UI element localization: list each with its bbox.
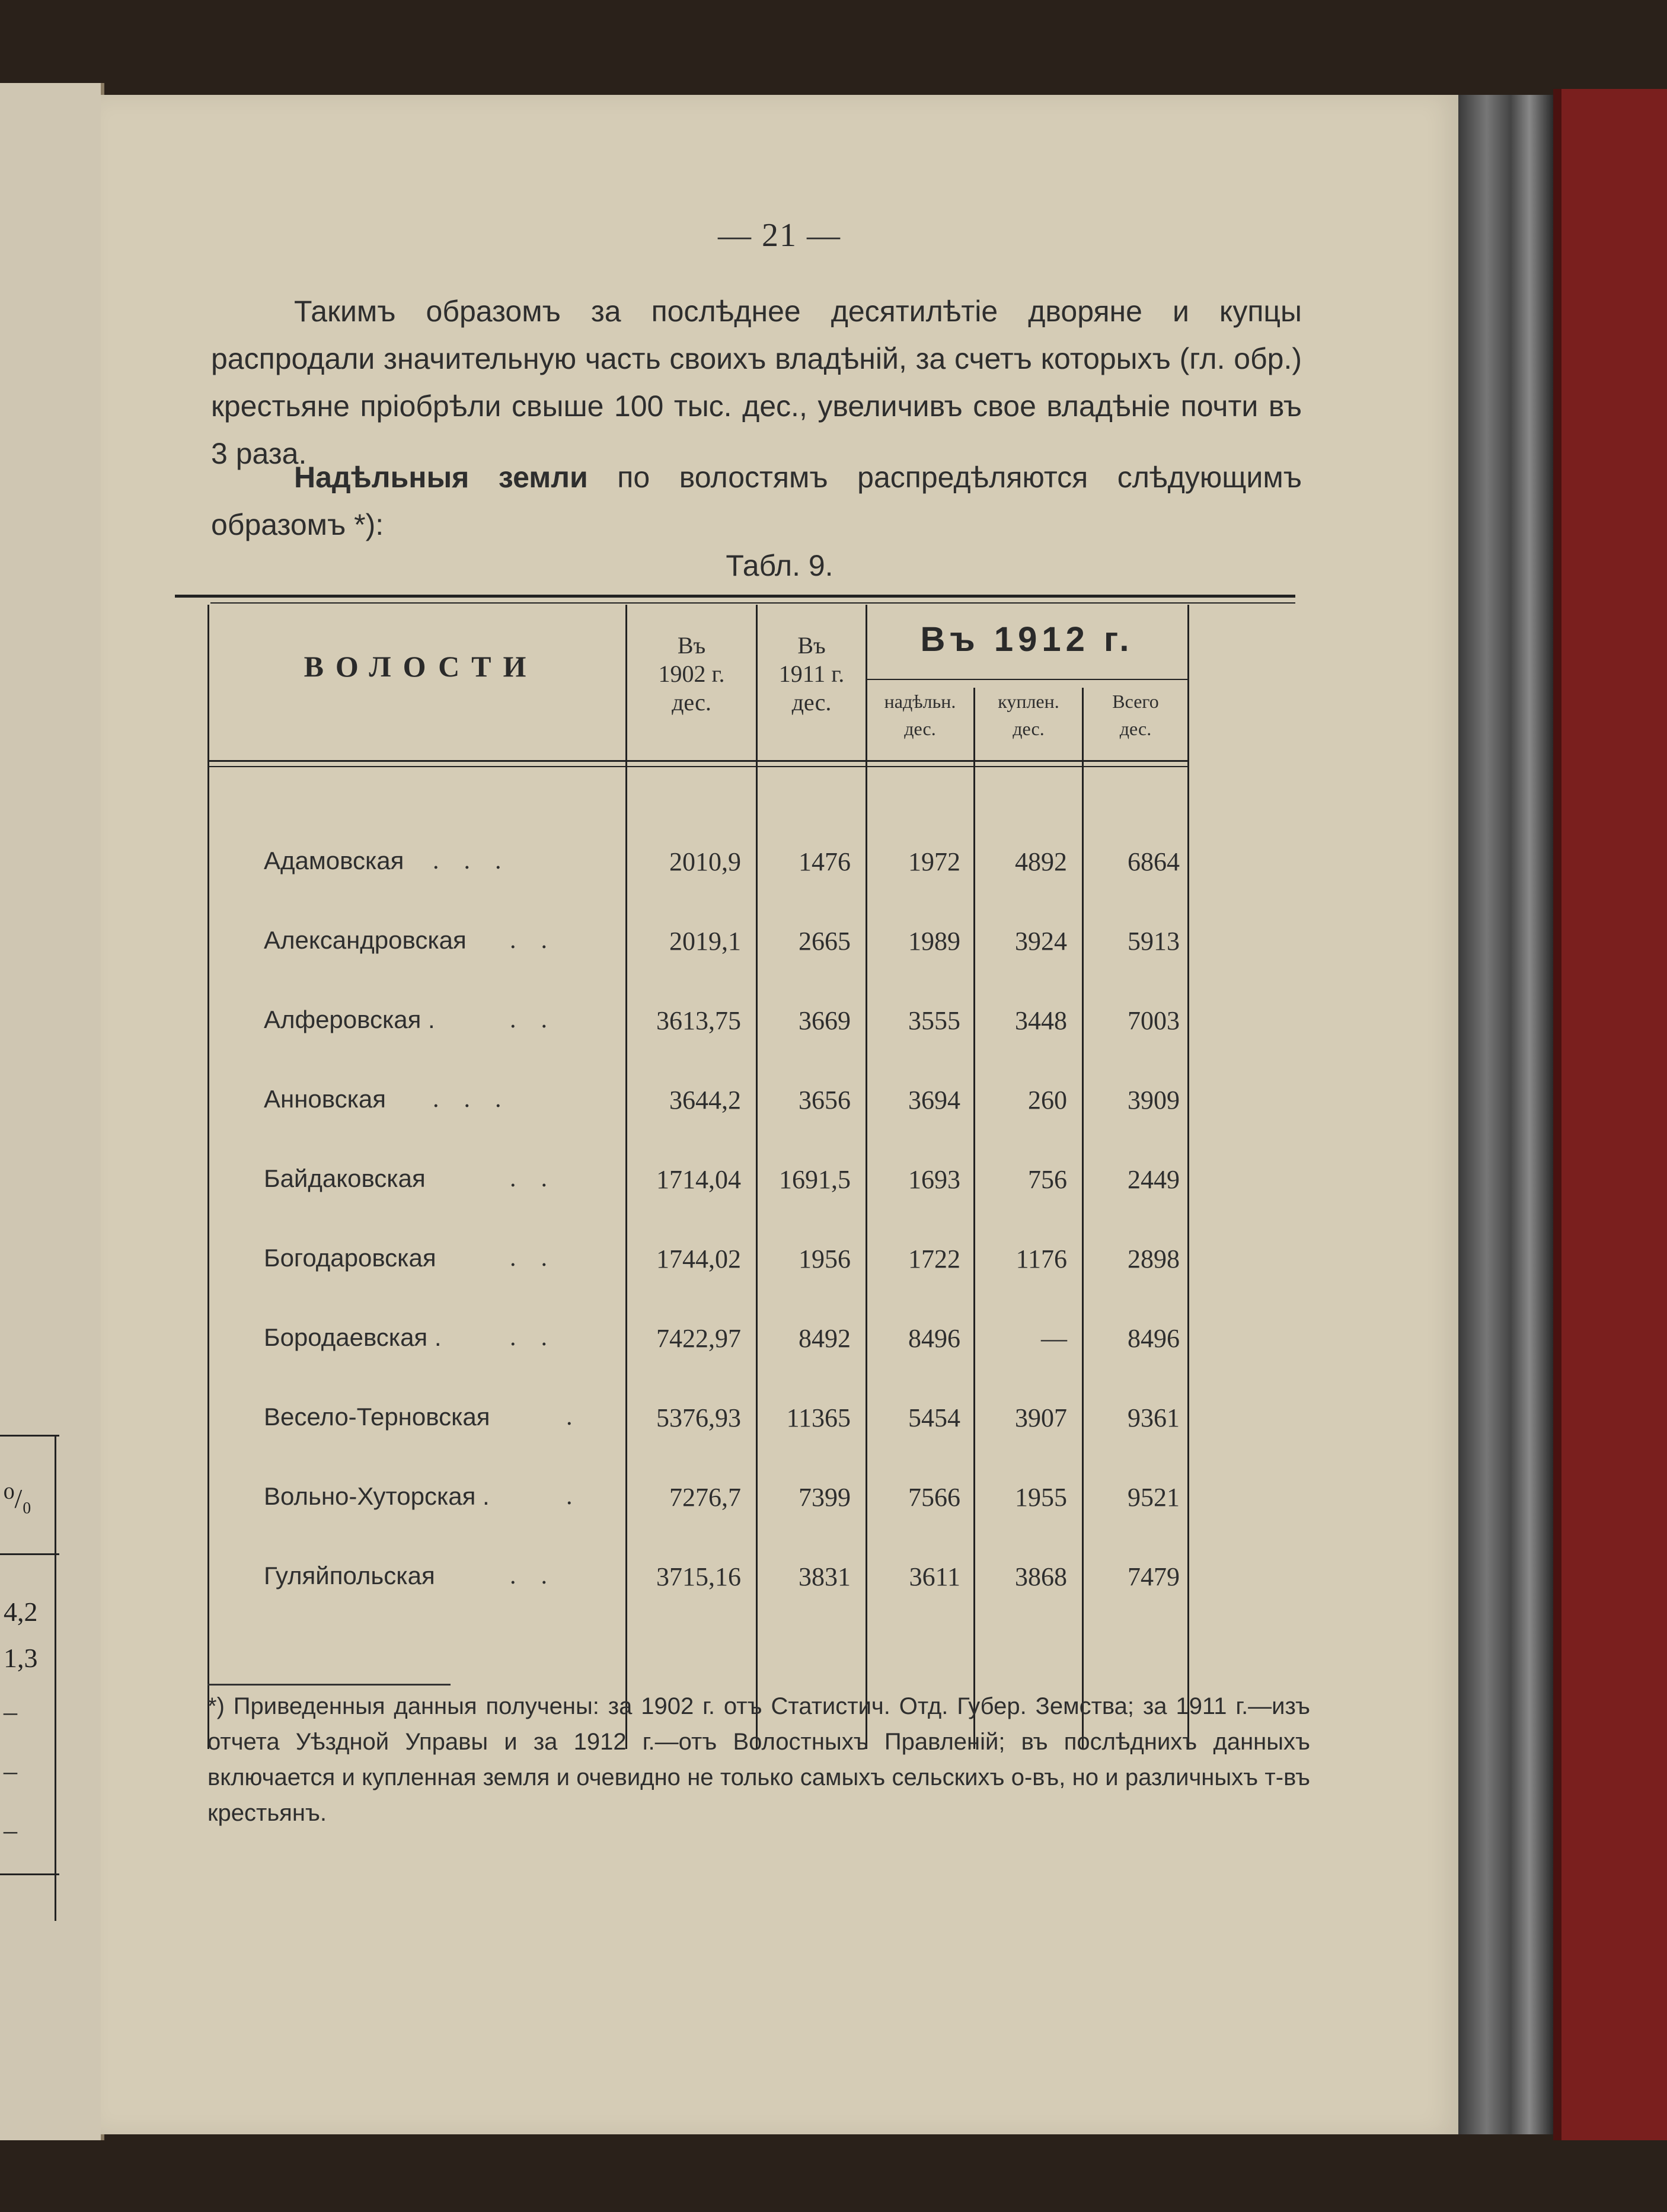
divider	[55, 1435, 56, 1921]
cell-vsego: 7479	[1128, 1562, 1180, 1591]
cell-v1902: 2010,9	[669, 847, 741, 876]
paragraph-1-text: Такимъ образомъ за послѣднее десятилѣтіе дворяне и купцы распродали значительную часть своихъ владѣній, за счетъ которыхъ (гл. обр.) крестьяне пріобрѣли свыше 100 тыс. дес., увеличивъ свое владѣніе почти въ 3 раза.	[211, 295, 1302, 470]
header-bottom-rule	[209, 760, 1187, 762]
cell-vsego: 9361	[1128, 1403, 1180, 1432]
row-volost-name: Алферовская .	[264, 1006, 435, 1033]
row-volost-name: Байдаковская	[264, 1164, 426, 1192]
divider	[0, 1873, 59, 1875]
cell-nadel: 8496	[908, 1324, 960, 1353]
header-subrule	[867, 679, 1187, 680]
cell-v1911: 3656	[799, 1086, 851, 1115]
divider	[0, 1553, 59, 1555]
cell-kupl: 1176	[1015, 1244, 1067, 1273]
cell-v1902: 7276,7	[669, 1483, 741, 1512]
paragraph-2	[211, 454, 1302, 548]
header-1902-line: дес.	[672, 689, 711, 716]
header-kuplen-line: куплен.	[998, 691, 1059, 712]
paragraph-2-text: по волостямъ распредѣляются слѣдующимъ образомъ *):	[211, 461, 1302, 541]
header-1911-line: 1911 г.	[778, 660, 845, 687]
row-leader-dots: ..	[510, 927, 572, 954]
cell-nadel: 1693	[908, 1165, 960, 1194]
paragraph-2-bold: Надѣльныя земли	[294, 461, 588, 494]
table-top-rule	[210, 602, 1295, 604]
fragment-text: 4,2	[4, 1597, 38, 1627]
header-1902-line: Въ	[677, 632, 706, 659]
cell-vsego: 6864	[1128, 847, 1180, 876]
fragment-text: –	[4, 1696, 17, 1726]
table-right-border	[1187, 605, 1189, 1749]
row-volost-name: Богодаровская	[264, 1244, 436, 1272]
header-1911-line: Въ	[797, 632, 826, 659]
cell-vsego: 3909	[1128, 1086, 1180, 1115]
cell-kupl: —	[1041, 1324, 1067, 1353]
row-volost-name: Гуляйпольская	[264, 1562, 435, 1589]
cell-vsego: 2898	[1128, 1244, 1180, 1273]
row-volost-name: Вольно-Хуторская .	[264, 1482, 490, 1510]
cell-kupl: 3868	[1015, 1562, 1067, 1591]
row-leader-dots: ..	[510, 1006, 572, 1033]
header-kuplen-line: дес.	[1013, 718, 1045, 739]
book-cover	[1553, 89, 1667, 2140]
header-1912-group: Въ 1912 г.	[920, 620, 1134, 659]
header-kuplen	[975, 688, 1082, 742]
cell-nadel: 3694	[908, 1086, 960, 1115]
cell-kupl: 260	[1028, 1086, 1067, 1115]
row-leader-dots: ..	[510, 1562, 572, 1589]
header-vsego-line: Всего	[1112, 691, 1159, 712]
fragment-text: –	[4, 1815, 17, 1845]
row-leader-dots: ..	[510, 1165, 572, 1192]
row-leader-dots: ..	[510, 1244, 572, 1272]
header-1911-line: дес.	[791, 689, 832, 716]
cell-v1902: 1714,04	[656, 1165, 741, 1194]
cell-v1911: 7399	[799, 1483, 851, 1512]
cell-v1911: 2665	[799, 927, 851, 956]
cell-nadel: 1972	[908, 847, 960, 876]
cell-kupl: 4892	[1015, 847, 1067, 876]
cell-vsego: 7003	[1128, 1006, 1180, 1035]
cell-vsego: 2449	[1128, 1165, 1180, 1194]
left-page-edge	[0, 83, 104, 2140]
divider	[0, 1435, 59, 1437]
header-volosti: ВОЛОСТИ	[304, 650, 538, 683]
cell-v1911: 3831	[799, 1562, 851, 1591]
cell-nadel: 5454	[908, 1403, 960, 1432]
cell-vsego: 9521	[1128, 1483, 1180, 1512]
cell-kupl: 3924	[1015, 927, 1067, 956]
cell-kupl: 3448	[1015, 1006, 1067, 1035]
row-volost-name: Анновская	[264, 1085, 387, 1113]
footnote: *) Приведенныя данныя получены: за 1902 г. отъ Статистич. Отд. Губер. Земства; за 1911 г.—изъ отчета Уѣздной Управы и за 1912 г.—отъ Волостныхъ Правленій; въ послѣднихъ данныхъ включается и купленная земля и очевидно не только самыхъ сельскихъ о-въ, но и различныхъ т-въ крестьянъ.	[207, 1693, 1310, 1826]
cell-v1902: 2019,1	[669, 927, 741, 956]
cell-v1902: 3715,16	[656, 1562, 741, 1591]
row-leader-dots: ...	[433, 1086, 526, 1113]
cell-nadel: 3611	[909, 1562, 960, 1591]
cell-kupl: 1955	[1015, 1483, 1067, 1512]
header-nadelni-line: надѣльн.	[884, 691, 956, 712]
fragment-text: ⁰/₀	[4, 1483, 32, 1514]
left-page-table-fragment	[0, 1435, 59, 1921]
header-1902	[627, 631, 756, 717]
cell-v1911: 3669	[799, 1006, 851, 1035]
fragment-text: 1,3	[4, 1643, 38, 1673]
cell-v1902: 3644,2	[669, 1086, 741, 1115]
cell-v1911: 8492	[799, 1324, 851, 1353]
fragment-text: –	[4, 1755, 17, 1786]
cell-v1902: 5376,93	[656, 1403, 741, 1432]
row-volost-name: Адамовская	[264, 847, 404, 874]
cell-kupl: 756	[1028, 1165, 1067, 1194]
row-volost-name: Бородаевская .	[264, 1323, 442, 1351]
header-vsego	[1084, 688, 1187, 742]
header-vsego-line: дес.	[1119, 718, 1152, 739]
row-leader-dots: ..	[510, 1324, 572, 1351]
cell-vsego: 8496	[1128, 1324, 1180, 1353]
row-volost-name: Весело-Терновская	[264, 1403, 490, 1431]
cell-v1902: 7422,97	[656, 1324, 741, 1353]
cell-v1902: 3613,75	[656, 1006, 741, 1035]
cell-v1911: 1476	[799, 847, 851, 876]
header-nadelni	[867, 688, 973, 742]
cell-nadel: 1722	[908, 1244, 960, 1273]
page-number: — 21 —	[718, 217, 841, 254]
cell-vsego: 5913	[1128, 927, 1180, 956]
cell-v1911: 11365	[786, 1403, 851, 1432]
paragraph-1	[211, 288, 1302, 477]
cell-nadel: 3555	[908, 1006, 960, 1035]
row-volost-name: Александровская	[264, 926, 467, 954]
row-leader-dots: ...	[433, 847, 526, 874]
header-bottom-rule	[209, 766, 1187, 767]
cell-v1911: 1691,5	[779, 1165, 851, 1194]
table-left-border	[207, 605, 209, 1749]
cell-v1902: 1744,02	[656, 1244, 741, 1273]
header-1902-line: 1902 г.	[658, 660, 725, 687]
cell-v1911: 1956	[799, 1244, 851, 1273]
cell-nadel: 1989	[908, 927, 960, 956]
book-page-edges	[1458, 95, 1553, 2134]
cell-nadel: 7566	[908, 1483, 960, 1512]
book-page	[101, 95, 1458, 2134]
cell-kupl: 3907	[1015, 1403, 1067, 1432]
table-top-rule	[175, 595, 1295, 598]
header-nadelni-line: дес.	[904, 718, 936, 739]
footnote-rule	[207, 1684, 451, 1686]
row-leader-dots: .	[566, 1403, 598, 1431]
row-leader-dots: .	[566, 1483, 598, 1510]
table-label: Табл. 9.	[726, 549, 834, 582]
header-1911	[758, 631, 866, 717]
